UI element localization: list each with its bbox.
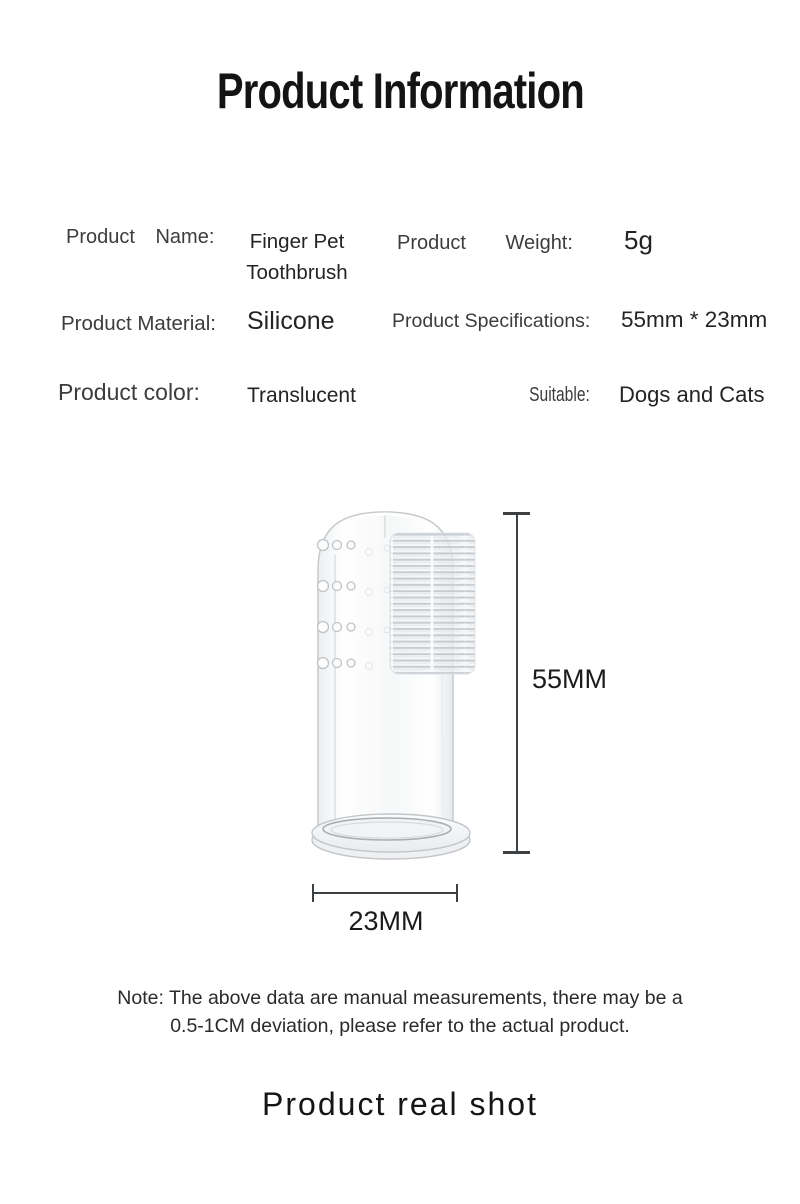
page-title-text: Product Information [216, 63, 584, 119]
spec-value-product-material: Silicone [247, 307, 335, 335]
height-dimension-label: 55MM [532, 664, 608, 694]
measurement-note-line1: Note: The above data are manual measurements, there may be a [117, 987, 683, 1009]
finger-toothbrush-illustration [295, 500, 485, 865]
page-title [0, 62, 800, 120]
height-dimension-cap-bottom [503, 851, 530, 854]
spec-value-suitable: Dogs and Cats [619, 382, 765, 407]
measurement-note-line2: 0.5-1CM deviation, please refer to the actual product. [170, 1015, 630, 1037]
height-dimension-line [516, 513, 518, 853]
spec-value-product-name: Finger Pet Toothbrush [246, 230, 348, 284]
spec-value-product-weight: 5g [624, 225, 653, 255]
spec-label-product-name: Product Name: [66, 226, 215, 248]
height-dimension-cap-top [503, 512, 530, 515]
spec-label-product-weight: Product Weight: [397, 232, 573, 254]
spec-label-product-color: Product color: [58, 379, 200, 405]
width-dimension-label: 23MM [348, 906, 424, 936]
spec-value-product-color: Translucent [247, 384, 356, 407]
spec-label-product-material: Product Material: [61, 312, 216, 335]
spec-value-product-specifications: 55mm * 23mm [621, 307, 768, 332]
width-dimension-cap-left [312, 884, 314, 902]
section-heading-product-real-shot: Product real shot [262, 1086, 538, 1122]
width-dimension-line [313, 892, 457, 894]
width-dimension-cap-right [456, 884, 458, 902]
measurement-note [0, 984, 800, 1040]
spec-label-suitable-text: Suitable: [529, 384, 590, 406]
spec-label-product-specifications: Product Specifications: [392, 310, 591, 332]
spec-label-suitable [500, 384, 590, 407]
